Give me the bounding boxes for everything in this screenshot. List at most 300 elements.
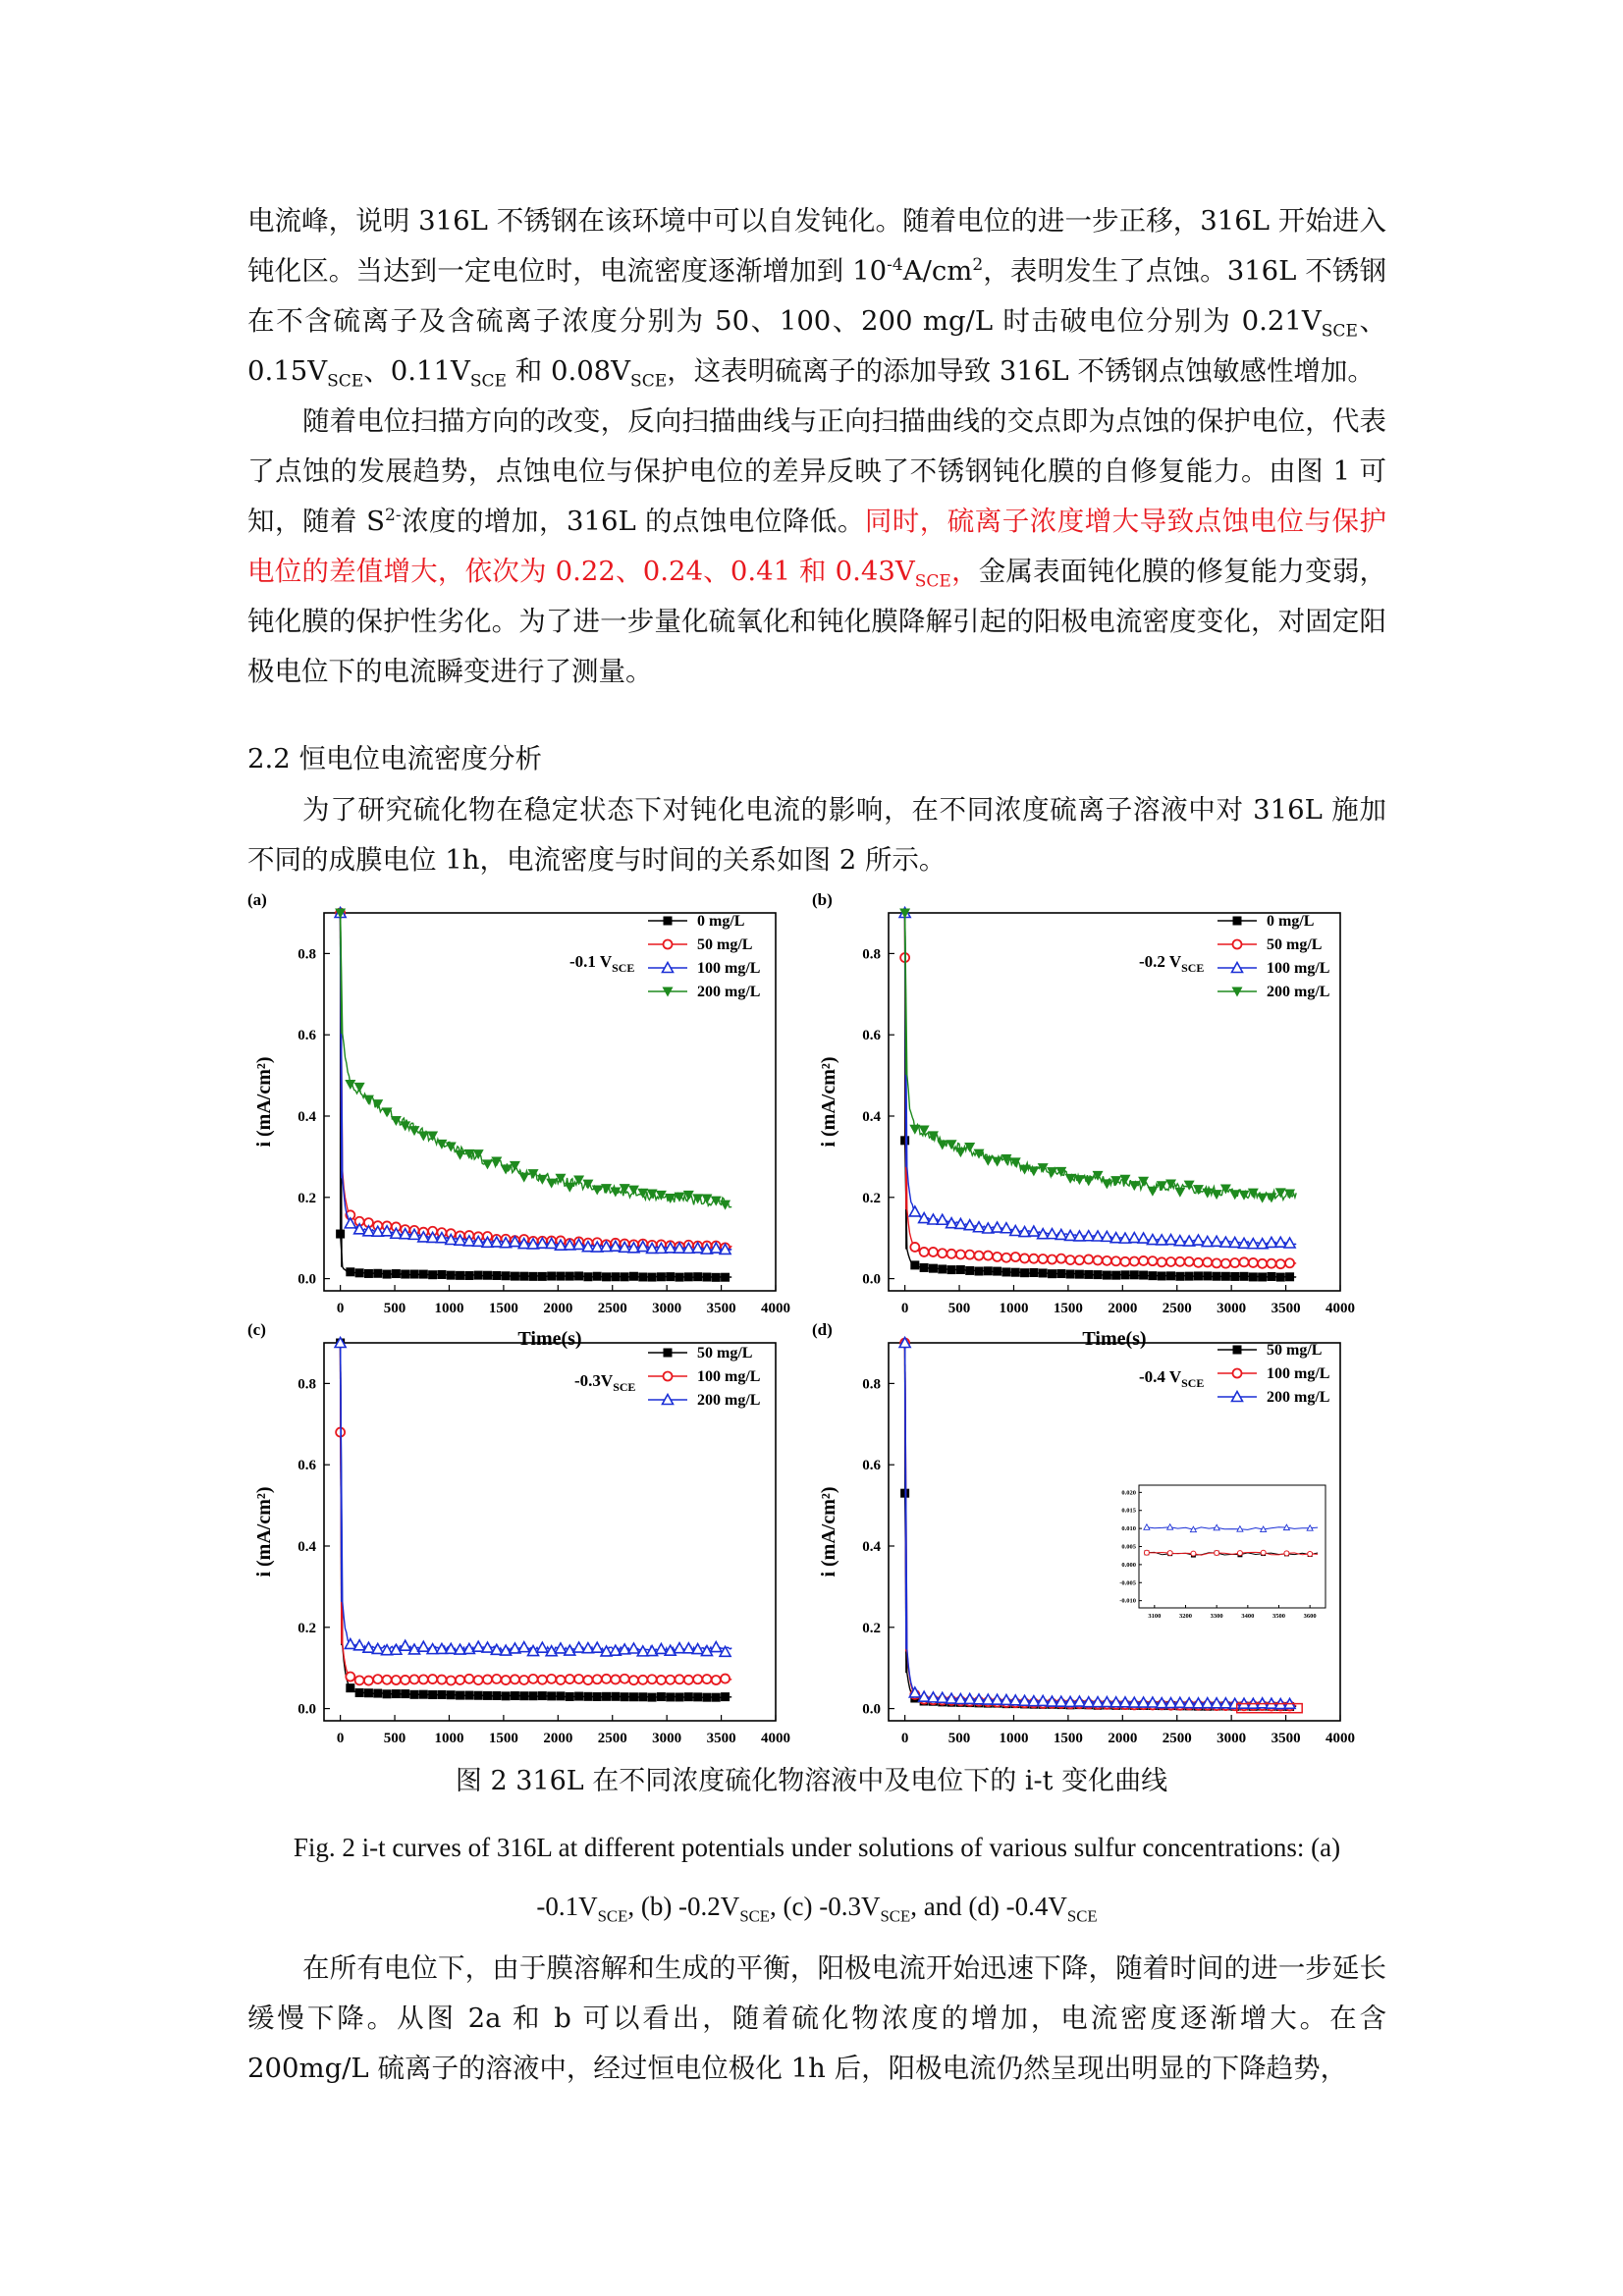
data-point — [1056, 1255, 1065, 1263]
series-line-2 — [341, 1343, 732, 1652]
y-tick-label: 0.6 — [298, 1028, 316, 1044]
data-point — [602, 1692, 611, 1701]
data-point — [693, 1272, 702, 1281]
data-point — [547, 1272, 556, 1281]
inset-data-point — [1167, 1551, 1172, 1556]
data-point — [483, 1271, 492, 1280]
data-point — [1084, 1255, 1093, 1263]
data-point — [518, 1642, 529, 1652]
data-point — [447, 1271, 456, 1280]
inset-x-tick-label: 3500 — [1272, 1613, 1285, 1620]
legend-label: 50 mg/L — [1267, 936, 1323, 953]
data-point — [1230, 1258, 1239, 1267]
data-point — [592, 1186, 603, 1196]
data-point — [1230, 1272, 1239, 1281]
inset-y-tick-label: 0.005 — [1121, 1543, 1136, 1551]
data-point — [712, 1273, 721, 1282]
data-point — [1213, 1258, 1221, 1267]
data-point — [1075, 1255, 1084, 1264]
data-point — [1165, 1235, 1176, 1245]
data-point — [447, 1676, 456, 1684]
inset-data-point — [1144, 1550, 1149, 1555]
data-point — [511, 1675, 519, 1683]
inset-y-tick-label: 0.020 — [1121, 1489, 1136, 1497]
data-point — [1020, 1254, 1029, 1262]
legend-label: 50 mg/L — [697, 1345, 753, 1362]
data-point — [419, 1270, 428, 1279]
data-point — [1221, 1272, 1230, 1281]
data-point — [1103, 1256, 1111, 1265]
y-axis-label: i (mA/cm²) — [818, 1486, 839, 1577]
panel-label: (a) — [247, 890, 267, 909]
data-point — [938, 1249, 947, 1257]
legend-marker — [664, 917, 673, 926]
data-point — [920, 1248, 929, 1256]
legend-label: 100 mg/L — [697, 1368, 761, 1385]
data-point — [483, 1691, 492, 1700]
data-point — [1066, 1255, 1075, 1264]
data-point — [383, 1676, 392, 1684]
p1-text: 电流峰，说明 316L 不锈钢在该环境中可以自发钝化。随着电位的进一步正移，316L 开始进入钝化区。当达到一定电位时，电流密度逐渐增加到 $10^{-4}A/cm^2$，表明发生了点蚀。316L 不锈钢在不含硫离子及含硫离子浓度分别为 50、100、200 mg/L 时击破电位分别为 $0.21V_{SCE}$、$0.15V_{SCE}$、$0.11V_{SCE}$ 和 $0.08V_{SCE}$，这表明硫离子的添加导致 316L 不锈钢点蚀敏感性增加。 — [247, 205, 1387, 392]
series-line-3 — [905, 913, 1297, 1200]
inset-x-tick-label: 3100 — [1148, 1613, 1162, 1620]
data-point — [656, 1643, 667, 1653]
data-point — [1258, 1259, 1267, 1268]
data-point — [965, 1251, 974, 1259]
data-point — [566, 1692, 574, 1701]
data-point — [1203, 1257, 1212, 1266]
data-point — [336, 1230, 345, 1239]
data-point — [1229, 1190, 1240, 1200]
inset-x-tick-label: 3600 — [1303, 1613, 1317, 1620]
data-point — [1028, 1166, 1039, 1176]
data-point — [1148, 1271, 1157, 1280]
panel-label: (b) — [812, 890, 833, 909]
data-point — [676, 1675, 684, 1683]
data-point — [346, 1683, 354, 1692]
y-tick-label: 0.2 — [862, 1190, 881, 1206]
data-point — [556, 1272, 565, 1281]
data-point — [1240, 1272, 1249, 1281]
inset-frame — [1139, 1485, 1325, 1608]
y-tick-label: 0.0 — [862, 1701, 881, 1718]
inset-data-point — [1237, 1551, 1242, 1556]
paragraph-4: 在所有电位下，由于膜溶解和生成的平衡，阳极电流开始迅速下降，随着时间的进一步延长缓慢下降。从图 2a 和 b 可以看出，随着硫化物浓度的增加，电流密度逐渐增大。在含 200mg/L 硫离子的溶液中，经过恒电位极化 1h 后，阳极电流仍然呈现出明显的下降趋势， — [247, 1952, 1386, 2084]
x-tick-label: 3000 — [652, 1731, 682, 1746]
data-point — [437, 1676, 446, 1684]
data-point — [1020, 1268, 1029, 1277]
panel-d — [812, 1320, 1355, 1747]
data-point — [1011, 1253, 1020, 1261]
p2-text-a: 随着电位扫描方向的改变，反向扫描曲线与正向扫描曲线的交点即为点蚀的保护电位，代表了点蚀的发展趋势，点蚀电位与保护电位的差异反映了不锈钢钝化膜的自修复能力。由图 1 可知，随着 $S^{2-}$浓度的增加，316L 的点蚀电位降低。 — [247, 405, 1386, 537]
legend-marker — [1233, 940, 1242, 949]
data-point — [1249, 1272, 1258, 1281]
data-point — [975, 1267, 984, 1276]
data-point — [419, 1675, 428, 1683]
legend-label: 100 mg/L — [1267, 960, 1330, 977]
data-point — [1147, 1187, 1158, 1197]
x-tick-label: 500 — [383, 1731, 406, 1746]
data-point — [464, 1675, 473, 1683]
data-point — [965, 1266, 974, 1275]
data-point — [511, 1272, 519, 1281]
legend-label: 50 mg/L — [1267, 1342, 1323, 1359]
data-point — [602, 1675, 611, 1683]
paragraph-3: 为了研究硫化物在稳定状态下对钝化电流的影响，在不同浓度硫离子溶液中对 316L 施加不同的成膜电位 1h，电流密度与时间的关系如图 2 所示。 — [247, 794, 1386, 876]
data-point — [701, 1195, 712, 1204]
data-point — [621, 1692, 629, 1701]
data-point — [602, 1272, 611, 1281]
y-tick-label: 0.4 — [862, 1108, 881, 1125]
data-point — [611, 1272, 620, 1281]
data-point — [437, 1270, 446, 1279]
data-point — [492, 1675, 501, 1683]
paragraph-2 — [247, 397, 1386, 697]
x-tick-label: 1000 — [434, 1301, 464, 1316]
data-point — [938, 1264, 947, 1273]
data-point — [693, 1692, 702, 1701]
data-point — [428, 1675, 437, 1683]
x-tick-label: 500 — [947, 1301, 971, 1316]
data-point — [346, 1267, 354, 1276]
data-point — [593, 1272, 602, 1281]
data-point — [436, 1140, 447, 1149]
data-point — [909, 1206, 920, 1216]
y-tick-label: 0.4 — [862, 1538, 881, 1555]
y-tick-label: 0.6 — [298, 1458, 316, 1474]
data-point — [676, 1692, 684, 1701]
data-point — [592, 1642, 603, 1652]
data-point — [1239, 1191, 1250, 1201]
data-point — [920, 1263, 929, 1272]
data-point — [492, 1691, 501, 1700]
x-tick-label: 2000 — [543, 1731, 573, 1746]
legend-label: 0 mg/L — [1267, 913, 1315, 930]
data-point — [1166, 1257, 1175, 1266]
x-tick-label: 2500 — [597, 1731, 627, 1746]
data-point — [483, 1675, 492, 1683]
data-point — [1029, 1268, 1038, 1277]
data-point — [702, 1693, 711, 1702]
data-point — [583, 1676, 592, 1684]
data-point — [519, 1676, 528, 1684]
data-point — [702, 1675, 711, 1683]
data-point — [929, 1248, 938, 1256]
potential-annotation: $-0.3V_{SCE}$ — [574, 1371, 636, 1394]
data-point — [1129, 1233, 1140, 1243]
data-point — [464, 1271, 473, 1280]
legend-label: 200 mg/L — [1267, 1389, 1330, 1406]
data-point — [392, 1676, 401, 1684]
data-point — [1221, 1259, 1230, 1268]
data-point — [1011, 1268, 1020, 1277]
data-point — [684, 1676, 693, 1684]
data-point — [447, 1690, 456, 1699]
data-point — [684, 1272, 693, 1281]
data-point — [373, 1675, 382, 1683]
data-point — [638, 1676, 647, 1684]
data-point — [373, 1269, 382, 1278]
inset-data-point — [1215, 1551, 1219, 1556]
data-point — [1029, 1255, 1038, 1263]
data-point — [648, 1675, 657, 1683]
x-tick-label: 0 — [900, 1731, 909, 1746]
data-point — [355, 1268, 364, 1277]
data-point — [1213, 1272, 1221, 1281]
inset-data-point — [1308, 1552, 1313, 1557]
data-point — [538, 1691, 547, 1700]
data-point — [418, 1641, 429, 1651]
data-point — [547, 1675, 556, 1683]
y-axis-label: i (mA/cm²) — [253, 1486, 275, 1577]
data-point — [956, 1265, 965, 1274]
data-point — [409, 1126, 420, 1136]
data-point — [628, 1186, 639, 1196]
data-point — [566, 1272, 574, 1281]
data-point — [519, 1272, 528, 1281]
data-point — [401, 1270, 409, 1279]
y-tick-label: 0.8 — [298, 946, 316, 963]
data-point — [955, 1218, 966, 1228]
series-line-1 — [341, 1343, 732, 1681]
legend-marker — [664, 940, 673, 949]
legend-label: 50 mg/L — [697, 936, 753, 953]
x-tick-label: 2500 — [597, 1301, 627, 1316]
data-point — [556, 1691, 565, 1700]
p2-text-red: 同时，硫离子浓度增大导致点蚀电位与保护电位的差值增大，依次为 0.22、0.24、0.41 和 $0.43V_{SCE}$， — [247, 506, 1386, 592]
x-tick-label: 1000 — [434, 1731, 464, 1746]
data-point — [956, 1250, 965, 1258]
x-tick-label: 2500 — [1162, 1731, 1192, 1746]
y-tick-label: 0.6 — [862, 1028, 881, 1044]
data-point — [629, 1272, 638, 1281]
inset-data-point — [1284, 1551, 1289, 1556]
data-point — [992, 1157, 1002, 1167]
data-point — [910, 1243, 919, 1252]
panel-c — [247, 1320, 790, 1747]
data-point — [1194, 1271, 1203, 1280]
data-point — [529, 1272, 538, 1281]
data-point — [464, 1691, 473, 1700]
data-point — [574, 1271, 583, 1280]
panel-label: (c) — [247, 1320, 266, 1339]
data-point — [474, 1271, 483, 1280]
data-point — [474, 1676, 483, 1684]
data-point — [1139, 1256, 1148, 1265]
legend-marker — [664, 1349, 673, 1358]
data-point — [1130, 1270, 1139, 1279]
data-point — [621, 1675, 629, 1683]
data-point — [611, 1692, 620, 1701]
data-point — [537, 1642, 548, 1652]
data-point — [456, 1271, 464, 1280]
data-point — [538, 1676, 547, 1684]
data-point — [474, 1691, 483, 1700]
data-point — [1139, 1271, 1148, 1280]
data-point — [657, 1692, 666, 1701]
data-point — [1001, 1254, 1010, 1262]
inset-x-tick-label: 3400 — [1241, 1613, 1255, 1620]
data-point — [428, 1690, 437, 1699]
data-point — [611, 1675, 620, 1683]
data-point — [410, 1690, 419, 1699]
data-point — [1258, 1272, 1267, 1281]
x-tick-label: 3500 — [1271, 1731, 1301, 1746]
data-point — [676, 1273, 684, 1282]
data-point — [910, 1260, 919, 1269]
data-point — [529, 1691, 538, 1700]
data-point — [1083, 1176, 1094, 1186]
paragraph-1 — [247, 196, 1386, 397]
data-point — [983, 1156, 994, 1166]
data-point — [929, 1264, 938, 1273]
x-tick-label: 1000 — [999, 1731, 1029, 1746]
inset-x-tick-label: 3300 — [1210, 1613, 1223, 1620]
data-point — [583, 1692, 592, 1701]
data-point — [583, 1272, 592, 1281]
y-tick-label: 0.0 — [298, 1271, 316, 1288]
x-tick-label: 500 — [383, 1301, 406, 1316]
data-point — [1175, 1257, 1184, 1266]
data-point — [937, 1214, 947, 1224]
x-tick-label: 0 — [900, 1301, 909, 1316]
inset-y-tick-label: -0.005 — [1119, 1579, 1136, 1587]
x-tick-label: 2500 — [1162, 1301, 1192, 1316]
data-point — [1285, 1258, 1294, 1267]
x-tick-label: 2000 — [1108, 1301, 1138, 1316]
y-tick-label: 0.2 — [298, 1620, 316, 1636]
data-point — [355, 1676, 364, 1684]
legend-marker — [1233, 1346, 1242, 1355]
data-point — [1174, 1188, 1185, 1198]
data-point — [346, 1673, 354, 1682]
data-point — [947, 1250, 956, 1258]
data-point — [648, 1693, 657, 1702]
data-point — [392, 1689, 401, 1698]
y-tick-label: 0.4 — [298, 1538, 316, 1555]
data-point — [984, 1266, 993, 1275]
data-point — [565, 1183, 575, 1193]
panel-b — [812, 890, 1355, 1350]
data-point — [993, 1267, 1001, 1276]
data-point — [712, 1693, 721, 1702]
y-tick-label: 0.2 — [862, 1620, 881, 1636]
section-heading: 2.2 恒电位电流密度分析 — [247, 743, 542, 774]
data-point — [683, 1643, 694, 1653]
x-tick-label: 3000 — [1217, 1301, 1247, 1316]
data-point — [1249, 1258, 1258, 1267]
data-point — [721, 1273, 730, 1282]
x-tick-label: 3000 — [1217, 1731, 1247, 1746]
data-point — [511, 1691, 519, 1700]
inset-x-tick-label: 3200 — [1179, 1613, 1192, 1620]
data-point — [455, 1150, 465, 1160]
legend-label: 100 mg/L — [1267, 1365, 1330, 1382]
x-tick-label: 1500 — [1053, 1301, 1083, 1316]
inset-y-tick-label: 0.015 — [1121, 1507, 1136, 1515]
panel-a — [247, 890, 790, 1350]
data-point — [364, 1688, 373, 1697]
figure-caption-en: Fig. 2 i-t curves of 316L at different potentials under solutions of various sulfur concentrations: (a) $-0.1V_{SCE}$, (b) $-0.2V_{SCE}$, (c) $-0.3V_{SCE}$, and (d) $-0.4V_{SCE}$ — [293, 1833, 1341, 1926]
data-point — [593, 1675, 602, 1683]
data-point — [502, 1691, 511, 1700]
data-point — [975, 1252, 984, 1260]
data-point — [1166, 1271, 1175, 1280]
x-tick-label: 3000 — [652, 1301, 682, 1316]
data-point — [1039, 1268, 1048, 1277]
x-tick-label: 2000 — [543, 1301, 573, 1316]
series-line-0 — [341, 1343, 732, 1697]
inset-y-tick-label: -0.010 — [1119, 1597, 1136, 1605]
data-point — [383, 1270, 392, 1279]
data-point — [593, 1692, 602, 1701]
x-tick-label: 3500 — [706, 1301, 736, 1316]
data-point — [1075, 1270, 1084, 1279]
inset-data-point — [1261, 1550, 1266, 1555]
data-point — [666, 1692, 675, 1701]
data-point — [355, 1688, 364, 1697]
data-point — [1267, 1272, 1275, 1281]
x-axis-label: Time(s) — [1082, 1328, 1147, 1350]
data-point — [345, 1638, 355, 1648]
data-point — [1185, 1272, 1194, 1281]
data-point — [1056, 1269, 1065, 1278]
x-tick-label: 3500 — [1271, 1301, 1301, 1316]
data-point — [1175, 1272, 1184, 1281]
data-point — [638, 1272, 647, 1281]
data-point — [657, 1272, 666, 1281]
data-point — [621, 1272, 629, 1281]
y-axis-label: i (mA/cm²) — [818, 1056, 839, 1148]
data-point — [529, 1675, 538, 1683]
series-line-3 — [341, 913, 732, 1207]
data-point — [1212, 1236, 1222, 1246]
data-point — [1276, 1273, 1285, 1282]
data-point — [456, 1676, 464, 1684]
x-tick-label: 0 — [336, 1301, 345, 1316]
data-point — [502, 1676, 511, 1684]
data-point — [1158, 1257, 1166, 1266]
legend-label: 200 mg/L — [697, 984, 761, 1000]
data-point — [1120, 1257, 1129, 1266]
data-point — [1267, 1259, 1275, 1268]
inset-data-point — [1191, 1551, 1196, 1556]
x-tick-label: 4000 — [1325, 1731, 1355, 1746]
data-point — [1240, 1257, 1249, 1266]
x-tick-label: 0 — [336, 1731, 345, 1746]
legend-marker — [1233, 1369, 1242, 1378]
y-tick-label: 0.0 — [298, 1701, 316, 1718]
data-point — [519, 1691, 528, 1700]
data-point — [693, 1675, 702, 1683]
data-point — [1039, 1255, 1048, 1263]
legend-label: 100 mg/L — [697, 960, 761, 977]
data-point — [456, 1691, 464, 1700]
data-point — [666, 1272, 675, 1281]
data-point — [1120, 1270, 1129, 1279]
y-axis-label: i (mA/cm²) — [253, 1056, 275, 1148]
data-point — [984, 1252, 993, 1260]
data-point — [947, 1265, 956, 1274]
data-point — [518, 1173, 529, 1183]
data-point — [556, 1676, 565, 1684]
data-point — [629, 1692, 638, 1701]
data-point — [712, 1676, 721, 1684]
data-point — [401, 1676, 409, 1684]
data-point — [1257, 1194, 1268, 1203]
data-point — [684, 1692, 693, 1701]
data-point — [574, 1692, 583, 1701]
